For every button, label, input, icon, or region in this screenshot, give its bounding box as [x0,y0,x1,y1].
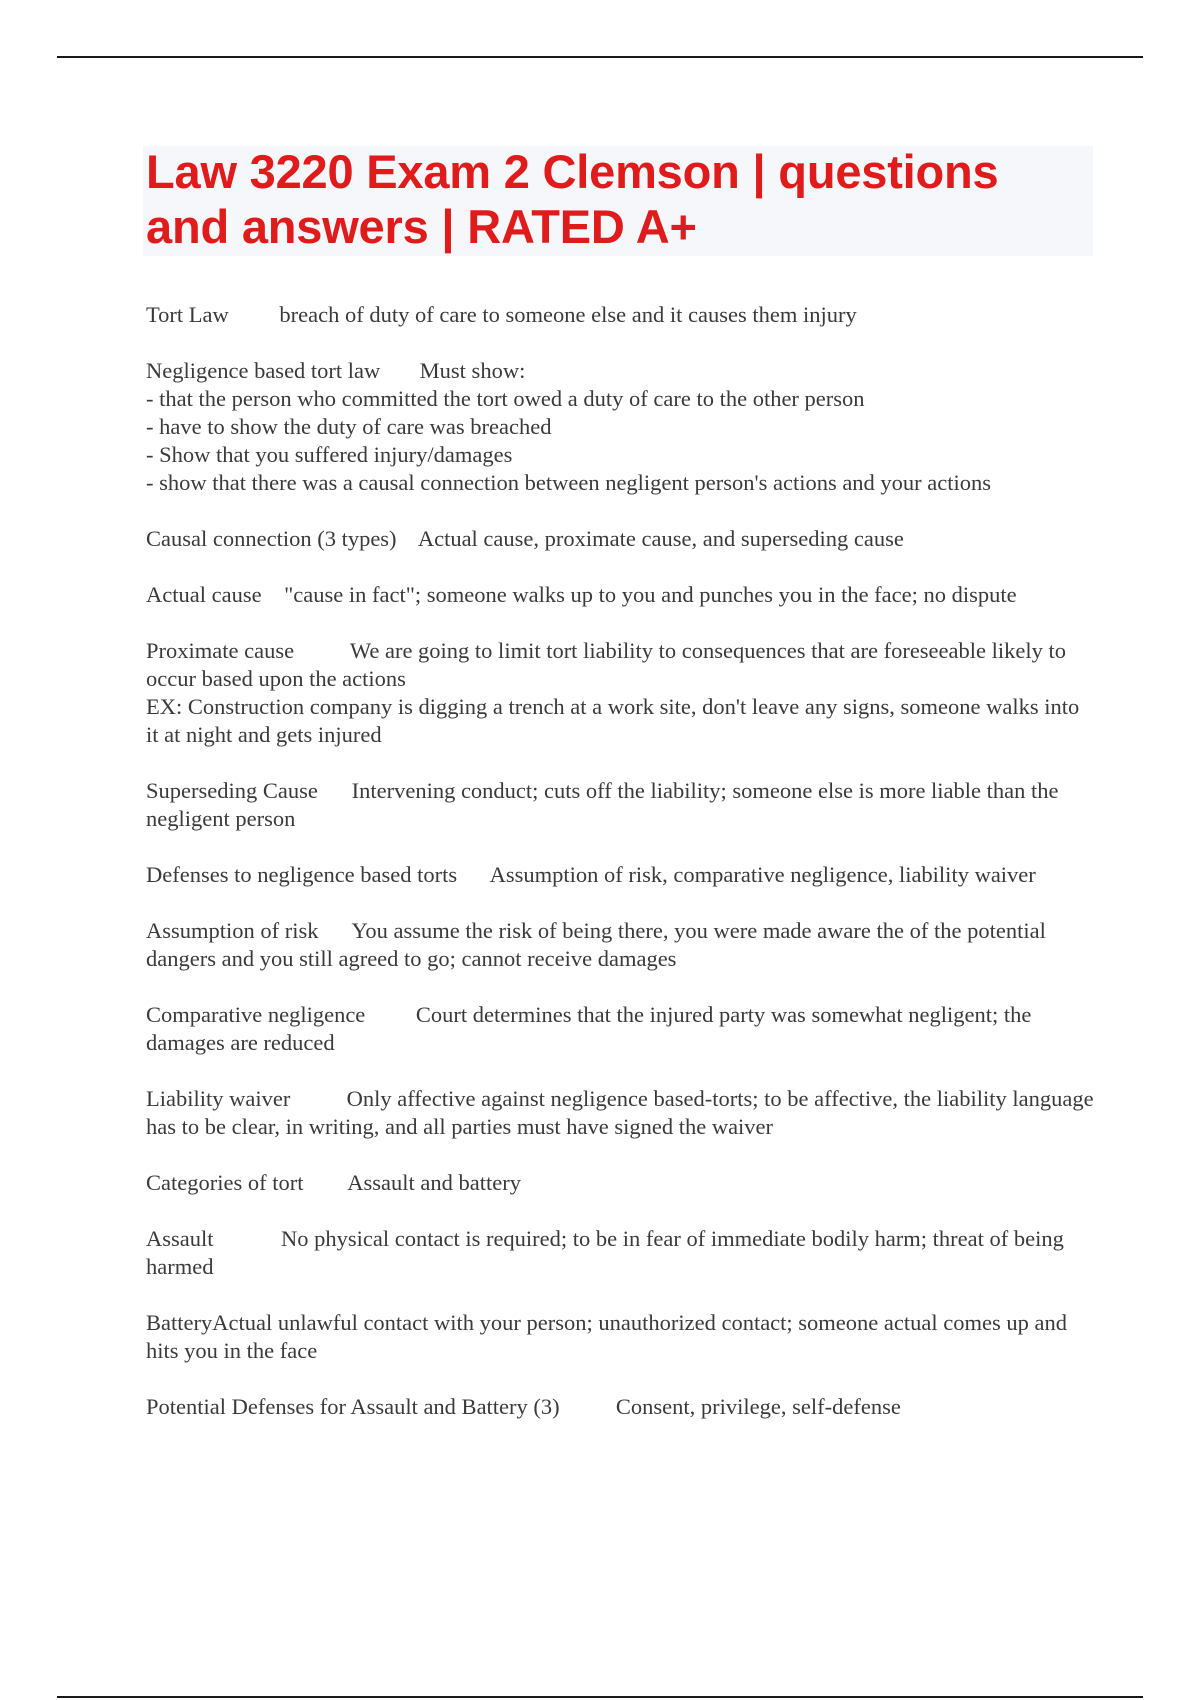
entry-definition: Court determines that the injured party was somewhat negligent; the damages are reduced [146,1002,1038,1055]
entry-term: Liability waiver [146,1086,291,1111]
entry-definition: Intervening conduct; cuts off the liability; someone else is more liable than the negligent person [146,778,1065,831]
entry-categories-of-tort [146,1169,1096,1197]
entry-superseding-cause [146,777,1096,833]
entry-definition: breach of duty of care to someone else and it causes them injury [279,302,857,327]
entry-definition: No physical contact is required; to be in fear of immediate bodily harm; threat of being harmed [146,1226,1070,1279]
entry-term: Proximate cause [146,638,295,663]
entry-assault [146,1225,1096,1281]
entry-definition: Only affective against negligence based-torts; to be affective, the liability language has to be clear, in writing, and all parties must have signed the waiver [146,1086,1100,1139]
entry-term: Causal connection (3 types) [146,526,397,551]
entry-term: Battery [146,1310,213,1335]
entry-term: Assumption of risk [146,918,319,943]
entry-definition: You assume the risk of being there, you were made aware the of the potential dangers and you still agreed to go; cannot receive damages [146,918,1052,971]
document-title: Law 3220 Exam 2 Clemson | questions and answers | RATED A+ [146,145,999,253]
entry-definition: Actual cause, proximate cause, and superseding cause [417,526,904,551]
entry-proximate-cause [146,637,1096,749]
entry-liability-waiver [146,1085,1100,1141]
entry-definition: "cause in fact"; someone walks up to you and punches you in the face; no dispute [284,582,1017,607]
entry-term: Tort Law [146,302,229,327]
entry-term: Defenses to negligence based torts [146,862,458,887]
entry-potential-defenses [146,1393,1096,1421]
flashcard-list [146,301,1100,1449]
entry-term: Superseding Cause [146,778,318,803]
entry-comparative-negligence [146,1001,1096,1057]
header-rule [57,56,1143,58]
entry-assumption-of-risk [146,917,1096,973]
entry-term: Potential Defenses for Assault and Battery (3) [146,1394,560,1419]
entry-term: Negligence based tort law [146,358,381,383]
entry-tort-law [146,301,1096,329]
entry-definition: We are going to limit tort liability to consequences that are foreseeable likely to occur based upon the actions EX: Construction company is digging a trench at a work site, don't leave any signs, someone walks into it at night and gets injured [146,638,1080,747]
entry-defenses-negligence [146,861,1096,889]
entry-actual-cause [146,581,1096,609]
entry-causal-connection [146,525,1096,553]
entry-definition: Assault and battery [347,1170,521,1195]
entry-negligence-based-tort-law [146,357,1096,497]
entry-definition: Assumption of risk, comparative negligence, liability waiver [489,862,1036,887]
entry-definition: Consent, privilege, self-defense [615,1394,901,1419]
footer-rule [57,1696,1143,1698]
entry-term: Categories of tort [146,1170,304,1195]
entry-definition: Actual unlawful contact with your person; unauthorized contact; someone actual comes up and hits you in the face [146,1310,1073,1363]
entry-definition: Must show: - that the person who committed the tort owed a duty of care to the other person - have to show the duty of care was breached - Show that you suffered injury/damages - show that there was a causal connection between negligent person's actions and your actions [146,358,992,495]
entry-term: Actual cause [146,582,262,607]
entry-battery [146,1309,1096,1365]
entry-term: Assault [146,1226,214,1251]
entry-term: Comparative negligence [146,1002,366,1027]
